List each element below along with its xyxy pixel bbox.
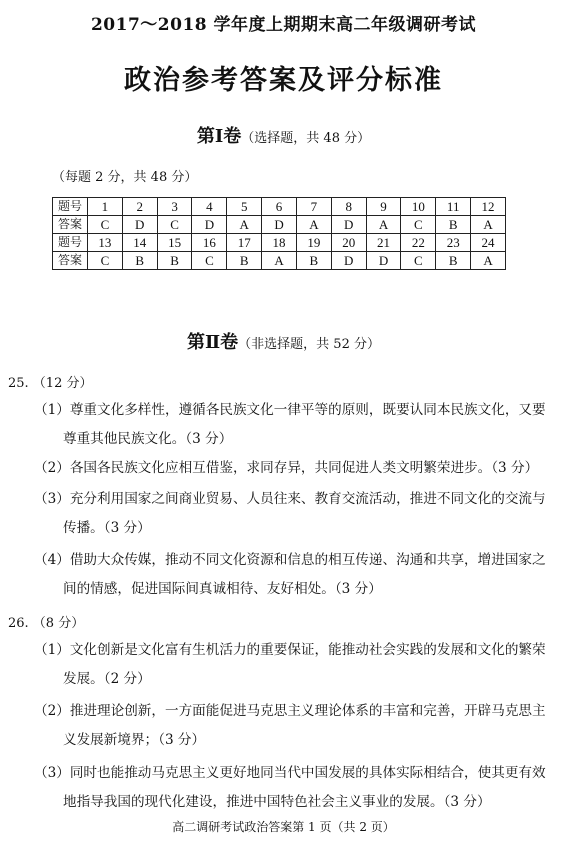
section1-heading: [0, 122, 567, 148]
cell-answer: D: [366, 252, 401, 270]
cell-answer: C: [192, 252, 227, 270]
question-25-label: 25. （12 分）: [8, 376, 93, 391]
label-qnum: 题号: [53, 198, 88, 216]
cell-answer: C: [88, 216, 123, 234]
table-row-qnum-1: [53, 198, 506, 216]
cell-qnum: 5: [227, 198, 262, 216]
cell-qnum: 17: [227, 234, 262, 252]
q26-item-3-line1: （3）同时也能推动马克思主义更好地同当代中国发展的具体实际相结合，使其更有效: [34, 765, 546, 781]
cell-answer: B: [296, 252, 331, 270]
cell-answer: C: [88, 252, 123, 270]
cell-qnum: 20: [331, 234, 366, 252]
q25-item-4-line2: 间的情感，促进国际间真诚相待、友好相处。（3 分）: [63, 581, 382, 597]
cell-qnum: 9: [366, 198, 401, 216]
table-row-answer-2: [53, 252, 506, 270]
label-answer: 答案: [53, 216, 88, 234]
cell-answer: A: [227, 216, 262, 234]
q25-item-1-line2: 尊重其他民族文化。（3 分）: [63, 431, 233, 447]
cell-qnum: 4: [192, 198, 227, 216]
cell-qnum: 24: [471, 234, 506, 252]
section2-title: 第Ⅱ卷: [187, 332, 239, 353]
q26-item-2-line1: （2）推进理论创新，一方面能促进马克思主义理论体系的丰富和完善，开辟马克思主: [34, 703, 546, 719]
cell-qnum: 16: [192, 234, 227, 252]
cell-qnum: 22: [401, 234, 436, 252]
q25-item-4-line1: （4）借助大众传媒，推动不同文化资源和信息的相互传递、沟通和共享，增进国家之: [34, 552, 546, 568]
cell-qnum: 11: [436, 198, 471, 216]
cell-answer: A: [471, 216, 506, 234]
label-answer: 答案: [53, 252, 88, 270]
cell-qnum: 3: [157, 198, 192, 216]
cell-answer: D: [331, 252, 366, 270]
section2-heading: [0, 328, 567, 354]
cell-answer: B: [157, 252, 192, 270]
cell-qnum: 6: [262, 198, 297, 216]
cell-qnum: 12: [471, 198, 506, 216]
label-qnum: 题号: [53, 234, 88, 252]
cell-answer: B: [436, 216, 471, 234]
cell-answer: B: [122, 252, 157, 270]
section1-subtitle: （选择题，共 48 分）: [241, 131, 371, 146]
q26-item-1-line1: （1）文化创新是文化富有生机活力的重要保证，能推动社会实践的发展和文化的繁荣: [34, 642, 546, 658]
cell-answer: D: [192, 216, 227, 234]
cell-answer: A: [262, 252, 297, 270]
q26-item-3-line2: 地指导我国的现代化建设，推进中国特色社会主义事业的发展。（3 分）: [63, 794, 491, 810]
cell-answer: A: [471, 252, 506, 270]
cell-qnum: 7: [296, 198, 331, 216]
cell-answer: C: [401, 252, 436, 270]
cell-answer: D: [122, 216, 157, 234]
cell-qnum: 8: [331, 198, 366, 216]
q26-item-2-line2: 义发展新境界；（3 分）: [63, 732, 206, 748]
cell-qnum: 21: [366, 234, 401, 252]
cell-qnum: 14: [122, 234, 157, 252]
cell-qnum: 1: [88, 198, 123, 216]
cell-qnum: 18: [262, 234, 297, 252]
cell-qnum: 13: [88, 234, 123, 252]
cell-qnum: 10: [401, 198, 436, 216]
cell-qnum: 2: [122, 198, 157, 216]
q26-item-1-line2: 发展。（2 分）: [63, 671, 151, 687]
cell-answer: C: [401, 216, 436, 234]
cell-answer: D: [262, 216, 297, 234]
table-row-qnum-2: [53, 234, 506, 252]
document-title: 政治参考答案及评分标准: [124, 65, 443, 96]
q25-item-1-line1: （1）尊重文化多样性，遵循各民族文化一律平等的原则，既要认同本民族文化，又要: [34, 402, 546, 418]
cell-answer: A: [366, 216, 401, 234]
cell-answer: B: [436, 252, 471, 270]
answer-table: [52, 197, 506, 270]
cell-answer: B: [227, 252, 262, 270]
q25-item-3-line1: （3）充分利用国家之间商业贸易、人员往来、教育交流活动，推进不同文化的交流与: [34, 491, 546, 507]
cell-answer: A: [296, 216, 331, 234]
cell-answer: D: [331, 216, 366, 234]
section1-title: 第Ⅰ卷: [196, 126, 242, 147]
cell-qnum: 15: [157, 234, 192, 252]
exam-title: 2017～2018 学年度上期期末高二年级调研考试: [90, 15, 477, 35]
cell-answer: C: [157, 216, 192, 234]
page-footer: 高二调研考试政治答案第 1 页（共 2 页）: [172, 820, 395, 834]
cell-qnum: 23: [436, 234, 471, 252]
section1-note: （每题 2 分，共 48 分）: [52, 170, 198, 185]
cell-qnum: 19: [296, 234, 331, 252]
q25-item-3-line2: 传播。（3 分）: [63, 520, 151, 536]
q25-item-2-line1: （2）各国各民族文化应相互借鉴，求同存异，共同促进人类文明繁荣进步。（3 分）: [34, 460, 539, 476]
section2-subtitle: （非选择题，共 52 分）: [238, 337, 380, 352]
table-row-answer-1: [53, 216, 506, 234]
question-26-label: 26. （8 分）: [8, 616, 85, 631]
